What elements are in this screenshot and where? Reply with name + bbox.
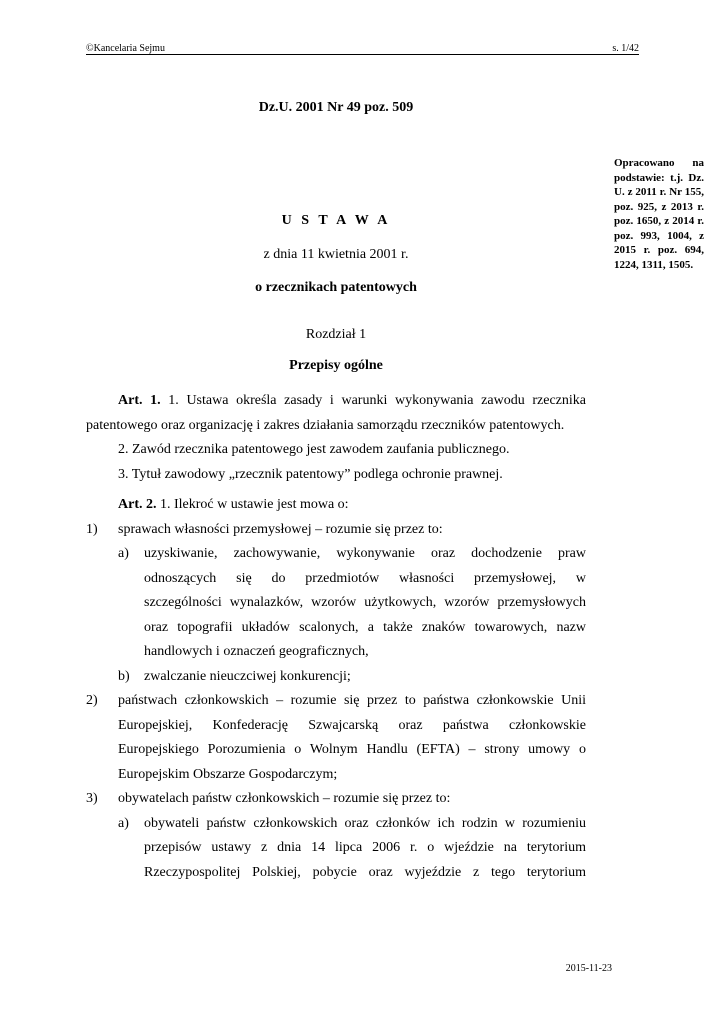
item-number: 2)	[86, 693, 98, 708]
art1-p2: 2. Zawód rzecznika patentowego jest zawodem zaufania publicznego.	[118, 442, 510, 457]
item-text: Europejskiego Porozumienia o Wolnym Handlu (EFTA) – strony umowy o	[118, 742, 586, 757]
item-number: 3)	[86, 791, 98, 806]
list-item-cont	[86, 763, 586, 788]
art1-line: patentowego oraz organizację i zakres działania samorządu rzeczników patentowych.	[86, 417, 565, 433]
footer-date: 2015-11-23	[565, 963, 612, 974]
list-item	[86, 665, 586, 690]
item-letter: b)	[118, 668, 130, 684]
list-item	[86, 689, 586, 714]
art1-p1-text: 1. Ustawa określa zasady i warunki wykonywania zawodu rzecznika	[168, 393, 586, 408]
art2-intro-text: 1. Ilekroć w ustawie jest mowa o:	[160, 497, 349, 512]
document-body	[86, 389, 586, 885]
list-item-cont	[86, 616, 586, 641]
list-item	[86, 787, 586, 812]
item-letter: a)	[118, 815, 129, 831]
list-item-cont	[86, 591, 586, 616]
art2-intro	[86, 493, 586, 518]
item-text: handlowych i oznaczeń geograficznych,	[144, 644, 369, 659]
chapter-number: Rozdział 1	[305, 327, 367, 342]
item-letter: a)	[118, 546, 129, 561]
art1-line	[86, 389, 586, 414]
header-divider	[86, 54, 639, 55]
item-text: odnoszących się do przedmiotów własności przemysłowej, w	[144, 570, 586, 586]
act-subject: o rzecznikach patentowych	[255, 280, 417, 295]
list-item-cont	[86, 738, 586, 763]
header-source: ©Kancelaria Sejmu	[86, 43, 165, 54]
list-item-cont	[86, 714, 586, 739]
chapter-title: Przepisy ogólne	[289, 358, 383, 373]
item-text: Europejskim Obszarze Gospodarczym;	[118, 766, 338, 782]
item-text: sprawach własności przemysłowej – rozumie się przez to:	[118, 521, 443, 537]
page-number: s. 1/42	[612, 43, 639, 54]
list-item-cont	[86, 861, 586, 886]
item-text: oraz topografii układów scalonych, a także znaków towarowych, nazw	[144, 619, 586, 635]
art2-label: Art. 2.	[118, 497, 157, 512]
art1-label: Art. 1.	[118, 393, 161, 408]
art1-p3: 3. Tytuł zawodowy „rzecznik patentowy” podlega ochronie prawnej.	[118, 466, 503, 482]
item-text: Rzeczypospolitej Polskiej, pobycie oraz wyjeździe z tego terytorium	[144, 864, 586, 880]
item-text: obywatelach państw członkowskich – rozumie się przez to:	[118, 791, 451, 806]
list-item-cont	[86, 836, 586, 861]
act-date: z dnia 11 kwietnia 2001 r.	[263, 247, 409, 262]
item-text: obywateli państw członkowskich oraz członków ich rodzin w rozumieniu	[144, 815, 586, 831]
item-number: 1)	[86, 521, 98, 537]
list-item	[86, 518, 586, 543]
item-text: uzyskiwanie, zachowywanie, wykonywanie oraz dochodzenie praw	[144, 546, 586, 561]
document-title: Dz.U. 2001 Nr 49 poz. 509	[258, 100, 414, 115]
item-text: zwalczanie nieuczciwej konkurencji;	[144, 668, 351, 684]
list-item-cont	[86, 640, 586, 665]
side-note: Opracowano na podstawie: t.j. Dz. U. z 2011 r. Nr 155, poz. 925, z 2013 r. poz. 1650, z 2014 r. poz. 993, 1004, z 2015 r. poz. 694, 1224, 1311, 1505.	[614, 157, 704, 271]
act-type: U S T A W A	[281, 213, 391, 228]
item-text: państwach członkowskich – rozumie się przez to państwa członkowskie Unii	[118, 693, 586, 708]
list-item	[86, 812, 586, 837]
list-item	[86, 542, 586, 567]
list-item-cont	[86, 567, 586, 592]
item-text: przepisów ustawy z dnia 14 lipca 2006 r. o wjeździe na terytorium	[144, 840, 586, 855]
item-text: Europejskiej, Konfederację Szwajcarską oraz państwa członkowskie	[118, 717, 586, 733]
item-text: szczególności wynalazków, wzorów użytkowych, wzorów przemysłowych	[144, 595, 586, 610]
